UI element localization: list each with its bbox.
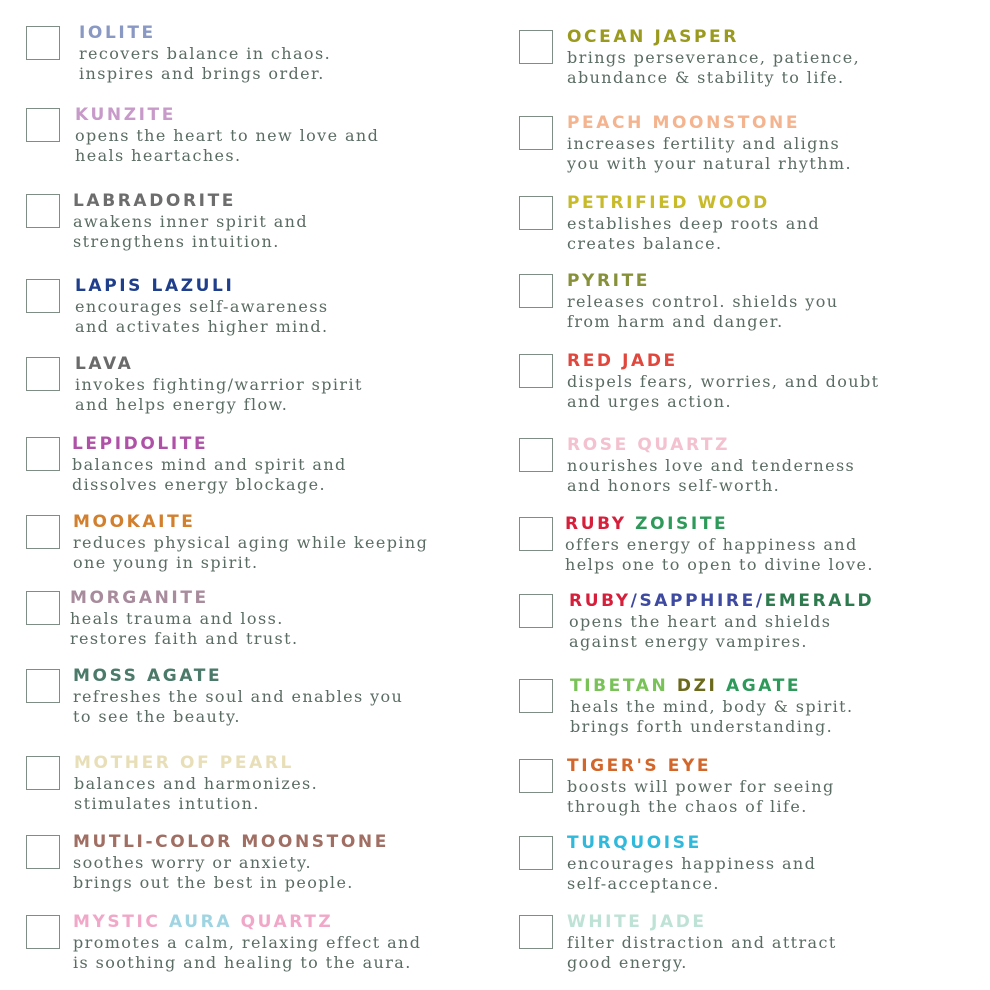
description-line-1: brings perseverance, patience, — [567, 48, 861, 67]
description-line-2: and helps energy flow. — [75, 395, 289, 414]
checkbox[interactable] — [26, 591, 60, 625]
checkbox[interactable] — [519, 915, 553, 949]
checkbox[interactable] — [519, 274, 553, 308]
list-item-tibetan-dzi-agate — [519, 675, 989, 751]
checkbox[interactable] — [519, 196, 553, 230]
list-item-white-jade — [519, 911, 989, 987]
stone-name: MUTLI-COLOR MOONSTONE — [73, 832, 389, 852]
list-item-petrified-wood — [519, 192, 989, 268]
description-line-1: balances and harmonizes. — [74, 774, 319, 793]
stone-name: MOOKAITE — [73, 512, 196, 532]
stone-name-part: DZI — [676, 676, 726, 696]
stone-name: OCEAN JASPER — [567, 27, 739, 47]
stone-description — [567, 48, 860, 88]
description-line-1: opens the heart to new love and — [75, 126, 380, 145]
list-item-multi-color-moonstone — [26, 831, 496, 907]
right-column — [490, 0, 980, 990]
checkbox[interactable] — [26, 279, 60, 313]
list-item-lava — [26, 353, 496, 429]
stone-name-part: QUARTZ — [240, 912, 334, 932]
stone-name: RED JADE — [567, 351, 678, 371]
stone-name-part: RUBY — [565, 514, 636, 534]
stone-name: LAPIS LAZULI — [75, 276, 235, 296]
stone-name: PEACH MOONSTONE — [567, 113, 801, 133]
checkbox[interactable] — [519, 354, 553, 388]
description-line-1: heals trauma and loss. — [70, 609, 284, 628]
stone-description — [75, 375, 363, 415]
description-line-1: establishes deep roots and — [567, 214, 821, 233]
description-line-2: helps one to open to divine love. — [565, 555, 874, 574]
description-line-1: recovers balance in chaos. — [79, 44, 332, 63]
stone-name: ROSE QUARTZ — [567, 435, 731, 455]
description-line-2: creates balance. — [567, 234, 723, 253]
list-item-turquoise — [519, 832, 989, 908]
description-line-1: releases control. shields you — [567, 292, 839, 311]
description-line-2: you with your natural rhythm. — [567, 154, 852, 173]
stone-name-part: MYSTIC — [73, 912, 169, 932]
stone-name: LAVA — [75, 354, 134, 374]
description-line-1: reduces physical aging while keeping — [73, 533, 429, 552]
stone-name — [73, 911, 333, 933]
stone-name: TURQUOISE — [567, 833, 702, 853]
description-line-2: one young in spirit. — [73, 553, 259, 572]
stone-description — [73, 687, 403, 727]
stone-name: WHITE JADE — [567, 912, 707, 932]
description-line-1: refreshes the soul and enables you — [73, 687, 404, 706]
checkbox[interactable] — [26, 915, 60, 949]
description-line-1: increases fertility and aligns — [567, 134, 841, 153]
description-line-1: offers energy of happiness and — [565, 535, 858, 554]
checkbox[interactable] — [519, 438, 553, 472]
description-line-2: and activates higher mind. — [75, 317, 329, 336]
description-line-2: brings forth understanding. — [570, 717, 834, 736]
stone-description — [79, 44, 331, 84]
stone-name-part: / — [755, 591, 765, 611]
description-line-1: filter distraction and attract — [567, 933, 837, 952]
stone-name: KUNZITE — [75, 105, 176, 125]
list-item-rose-quartz — [519, 434, 989, 510]
checkbox[interactable] — [519, 30, 553, 64]
description-line-2: inspires and brings order. — [79, 64, 325, 83]
list-item-lepidolite — [26, 433, 496, 509]
list-item-mookaite — [26, 511, 496, 587]
list-item-ruby-zoisite — [519, 513, 989, 589]
description-line-1: encourages happiness and — [567, 854, 817, 873]
stone-description — [567, 933, 837, 973]
stone-name: MOTHER OF PEARL — [74, 753, 294, 773]
stone-description — [70, 609, 298, 649]
stone-name — [569, 590, 874, 612]
description-line-2: good energy. — [567, 953, 688, 972]
stone-name: IOLITE — [79, 23, 156, 43]
description-line-2: stimulates intution. — [74, 794, 260, 813]
stone-name-part: AGATE — [725, 676, 802, 696]
checkbox[interactable] — [519, 517, 553, 551]
description-line-1: opens the heart and shields — [569, 612, 832, 631]
list-item-ocean-jasper — [519, 26, 989, 102]
description-line-1: encourages self-awareness — [75, 297, 329, 316]
description-line-1: heals the mind, body & spirit. — [570, 697, 854, 716]
stone-description — [565, 535, 874, 575]
description-line-2: strengthens intuition. — [73, 232, 280, 251]
stone-description — [75, 126, 379, 166]
stone-description — [74, 774, 318, 814]
stone-name-part: RUBY — [569, 591, 631, 611]
description-line-2: dissolves energy blockage. — [72, 475, 326, 494]
checkbox[interactable] — [26, 26, 60, 60]
stone-name: MORGANITE — [70, 588, 209, 608]
description-line-2: through the chaos of life. — [567, 797, 808, 816]
stone-description — [73, 853, 354, 893]
stone-description — [75, 297, 329, 337]
description-line-2: and honors self-worth. — [567, 476, 781, 495]
list-item-kunzite — [26, 104, 496, 180]
stone-description — [567, 292, 838, 332]
list-item-labradorite — [26, 190, 496, 266]
checkbox[interactable] — [26, 108, 60, 142]
description-line-2: to see the beauty. — [73, 707, 241, 726]
checkbox[interactable] — [519, 836, 553, 870]
stone-description — [73, 533, 428, 573]
stone-description — [567, 456, 855, 496]
stone-name-part: AURA — [169, 912, 241, 932]
stone-description — [567, 372, 879, 412]
list-item-red-jade — [519, 350, 989, 426]
stone-name: LABRADORITE — [73, 191, 236, 211]
left-column — [0, 0, 490, 990]
list-item-tigers-eye — [519, 755, 989, 831]
checkbox[interactable] — [26, 357, 60, 391]
description-line-1: boosts will power for seeing — [567, 777, 835, 796]
stone-description — [567, 854, 816, 894]
stone-name-part: SAPPHIRE — [639, 591, 756, 611]
stone-description — [72, 455, 347, 495]
stone-name: LEPIDOLITE — [72, 434, 209, 454]
stone-name: TIGER'S EYE — [567, 756, 712, 776]
list-item-mystic-aura-quartz — [26, 911, 496, 987]
checkbox[interactable] — [26, 515, 60, 549]
stone-description — [567, 134, 852, 174]
stone-description — [570, 697, 853, 737]
checkbox[interactable] — [26, 756, 60, 790]
description-line-1: nourishes love and tenderness — [567, 456, 856, 475]
description-line-2: is soothing and healing to the aura. — [73, 953, 412, 972]
list-item-pyrite — [519, 270, 989, 346]
checkbox[interactable] — [26, 437, 60, 471]
description-line-2: abundance & stability to life. — [567, 68, 845, 87]
description-line-1: awakens inner spirit and — [73, 212, 309, 231]
stone-name-part: EMERALD — [764, 591, 875, 611]
stone-name-part: TIBETAN — [570, 676, 677, 696]
description-line-1: dispels fears, worries, and doubt — [567, 372, 880, 391]
stone-name-part: / — [630, 591, 640, 611]
stone-name-part: ZOISITE — [635, 514, 729, 534]
description-line-2: from harm and danger. — [567, 312, 784, 331]
stone-description — [569, 612, 831, 652]
description-line-1: soothes worry or anxiety. — [73, 853, 312, 872]
stone-name: PETRIFIED WOOD — [567, 193, 770, 213]
checkbox[interactable] — [519, 759, 553, 793]
checkbox[interactable] — [519, 594, 553, 628]
list-item-morganite — [26, 587, 496, 663]
description-line-2: self-acceptance. — [567, 874, 720, 893]
list-item-peach-moonstone — [519, 112, 989, 188]
description-line-2: restores faith and trust. — [70, 629, 299, 648]
stone-name: MOSS AGATE — [73, 666, 223, 686]
stone-description — [567, 214, 820, 254]
stone-description — [73, 212, 308, 252]
stone-name: PYRITE — [567, 271, 650, 291]
list-item-ruby-sapphire-emerald — [519, 590, 989, 666]
checkbox[interactable] — [519, 679, 553, 713]
description-line-2: against energy vampires. — [569, 632, 808, 651]
description-line-2: heals heartaches. — [75, 146, 242, 165]
stone-description — [73, 933, 421, 973]
description-line-2: and urges action. — [567, 392, 733, 411]
list-item-mother-of-pearl — [26, 752, 496, 828]
checkbox[interactable] — [519, 116, 553, 150]
description-line-1: balances mind and spirit and — [72, 455, 347, 474]
checkbox[interactable] — [26, 835, 60, 869]
stone-name — [570, 675, 801, 697]
checkbox[interactable] — [26, 669, 60, 703]
list-item-lapis-lazuli — [26, 275, 496, 351]
list-item-iolite — [26, 22, 496, 98]
stone-name — [565, 513, 728, 535]
checkbox[interactable] — [26, 194, 60, 228]
list-item-moss-agate — [26, 665, 496, 741]
stone-description — [567, 777, 835, 817]
description-line-1: promotes a calm, relaxing effect and — [73, 933, 422, 952]
description-line-1: invokes fighting/warrior spirit — [75, 375, 363, 394]
description-line-2: brings out the best in people. — [73, 873, 354, 892]
